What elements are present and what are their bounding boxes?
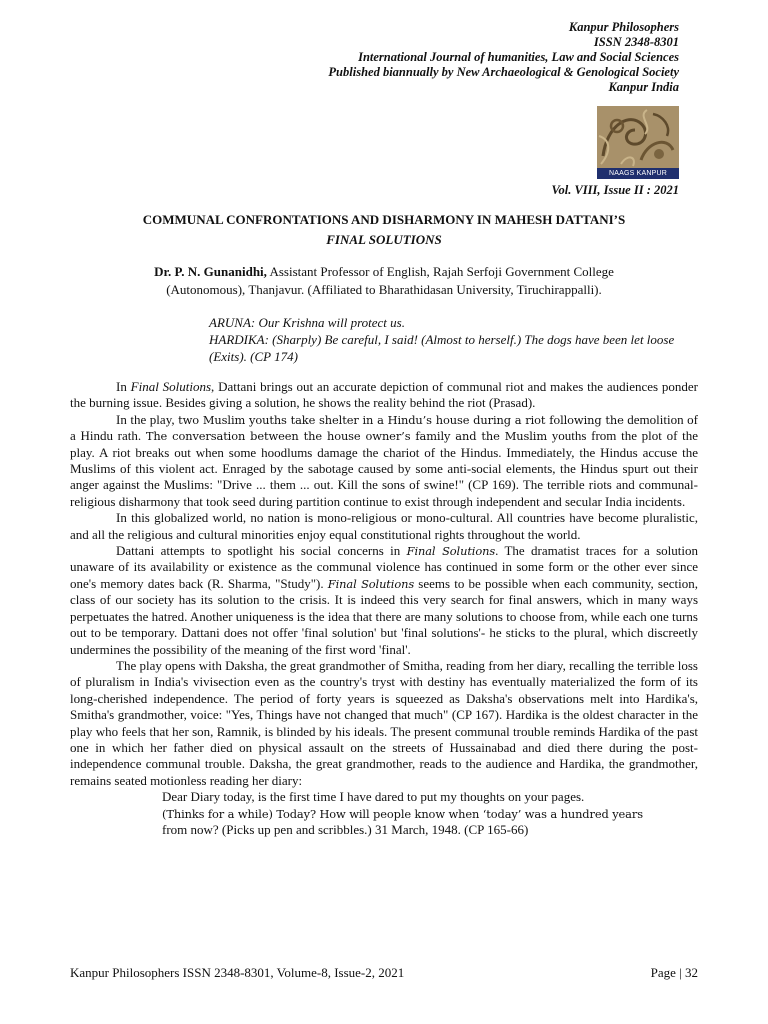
quote-line-2: (Thinks for a while) Today? How will people know when ‘today’ was a hundred years [162, 806, 643, 821]
author-name: Dr. P. N. Gunanidhi, [154, 264, 267, 279]
play-title: Final Solutions [406, 544, 496, 559]
journal-subtitle: International Journal of humanities, Law and Social Sciences [358, 50, 679, 64]
epigraph-line-2: HARDIKA: (Sharply) Be careful, I said! (Almost to herself.) The dogs have been let loose (Exits). (CP 174) [209, 332, 675, 364]
footer-citation: Kanpur Philosophers ISSN 2348-8301, Volume-8, Issue-2, 2021 [70, 965, 405, 980]
journal-issn: ISSN 2348-8301 [593, 35, 679, 49]
author-affiliation-1: Assistant Professor of English, Rajah Serfoji Government College [266, 264, 614, 279]
author-affiliation-2: (Autonomous), Thanjavur. (Affiliated to Bharathidasan University, Tiruchirappalli). [166, 282, 602, 297]
journal-masthead [328, 20, 679, 95]
paragraph-4-text: Dattani attempts to spotlight his social concerns in [116, 543, 407, 559]
epigraph [209, 314, 679, 365]
author-line-1 [70, 263, 698, 281]
play-title: Final Solutions [327, 576, 415, 591]
paragraph-5: The play opens with Daksha, the great grandmother of Smitha, reading from her diary, recalling the terrible loss of pluralism in India's vivisection even as the country's tryst with destiny has eventually materialized the form of its long-cherished independence. The period of forty years is squeezed as Daksha's observations melt into Hardika's, Smitha's grandmother, voice: "Yes, Things have not changed that much" (CP 167). Hardika is the oldest character in the play who feels that her son, Ramnik, is blinded by his ideals. The present communal trouble reminds Hardika of the past one in which her father died on physical assault on the streets of Hussainabad and died there during the post-independence communal trouble. Daksha, the great grandmother, reads to the audience and Hardika, the grandmother, remains seated motionless reading her diary: [70, 657, 698, 788]
page-number: Page | 32 [650, 965, 698, 980]
quote-line-3: from now? (Picks up pen and scribbles.) 31 March, 1948. (CP 165-66) [162, 821, 529, 837]
article-title-line-2: FINAL SOLUTIONS [326, 232, 442, 247]
paragraph-4-text-mid: . The dramatist traces for a solution unaware of its availability or existence as the communal violence has continued in some form or the other ever since one's memory dates back (R. Sharma, "Study"). [70, 543, 699, 591]
paragraph-2 [70, 412, 698, 510]
journal-publisher: Published biannually by New Archaeological & Genological Society [328, 65, 679, 79]
paragraph-4-text-cont: seems to be possible when each community, section, class of our society has its solution to the crisis. It is indeed this very search for final answers, which in many ways perpetuates the hatred. Another uniqueness is the idea that there are many solutions to choose from, while each one turns out to be temporary. Dattani does not offer 'final solution' but 'final solutions'- he sticks to the plural, which discreetly undermines the possibility of the meaning of the first word 'final'. [70, 575, 698, 657]
seal-emblem-icon [597, 106, 679, 168]
play-title: Final Solutions [130, 379, 212, 394]
paragraph-1-text: In [116, 379, 131, 394]
paragraph-4 [70, 543, 698, 658]
block-quote [162, 789, 698, 838]
paragraph-2-text-c: demolition of a Hindu rath. [70, 411, 698, 444]
volume-issue: Vol. VIII, Issue II : 2021 [551, 183, 679, 197]
paragraph-2-text-a: In the play, [116, 411, 179, 427]
paragraph-2-text-b: two Muslim youths take shelter in a Hindu’s house during a riot following the [178, 412, 624, 427]
paragraph-2-text-e: youths from the plot of the play. A riot breaks out when some hoodlums damage the chariot of the Hindus. Immediately, the Hindus accuse the Muslims of this violent act. Enraged by the sabotage caused by some anti-social elements, the Hindus spurt out their anger against the Muslims: "Drive ... them ... out. Kill the sons of swine!" (CP 169). The terrible riots and communal-religious disharmony that took seed during partition continue to exist through independent and secular India incidents. [70, 428, 698, 509]
seal-caption: NAAGS KANPUR [597, 168, 679, 179]
author-block [70, 263, 698, 299]
paragraph-2-text-d: The conversation between the house owner’s family and the Muslim [145, 429, 548, 444]
paragraph-3: In this globalized world, no nation is mono-religious or mono-cultural. All countries have become pluralistic, and all the religious and cultural minorities enjoy equal constitutional rights throughout the world. [70, 510, 698, 542]
journal-name: Kanpur Philosophers [568, 20, 679, 34]
paragraph-1-text-cont: , Dattani brings out an accurate depiction of communal riot and makes the audiences ponder the burning issue. Besides giving a solution, he shows the reality behind the riot (Prasad). [70, 379, 698, 411]
paragraph-1 [70, 379, 698, 412]
society-seal-image [597, 106, 679, 179]
article-body [70, 379, 698, 838]
journal-location: Kanpur India [608, 80, 679, 94]
quote-line-1: Dear Diary today, is the first time I have dared to put my thoughts on your pages. [162, 789, 585, 805]
article-title [70, 210, 698, 250]
epigraph-line-1: ARUNA: Our Krishna will protect us. [209, 315, 405, 330]
article-title-line-1: COMMUNAL CONFRONTATIONS AND DISHARMONY IN MAHESH DATTANI’S [142, 212, 626, 227]
